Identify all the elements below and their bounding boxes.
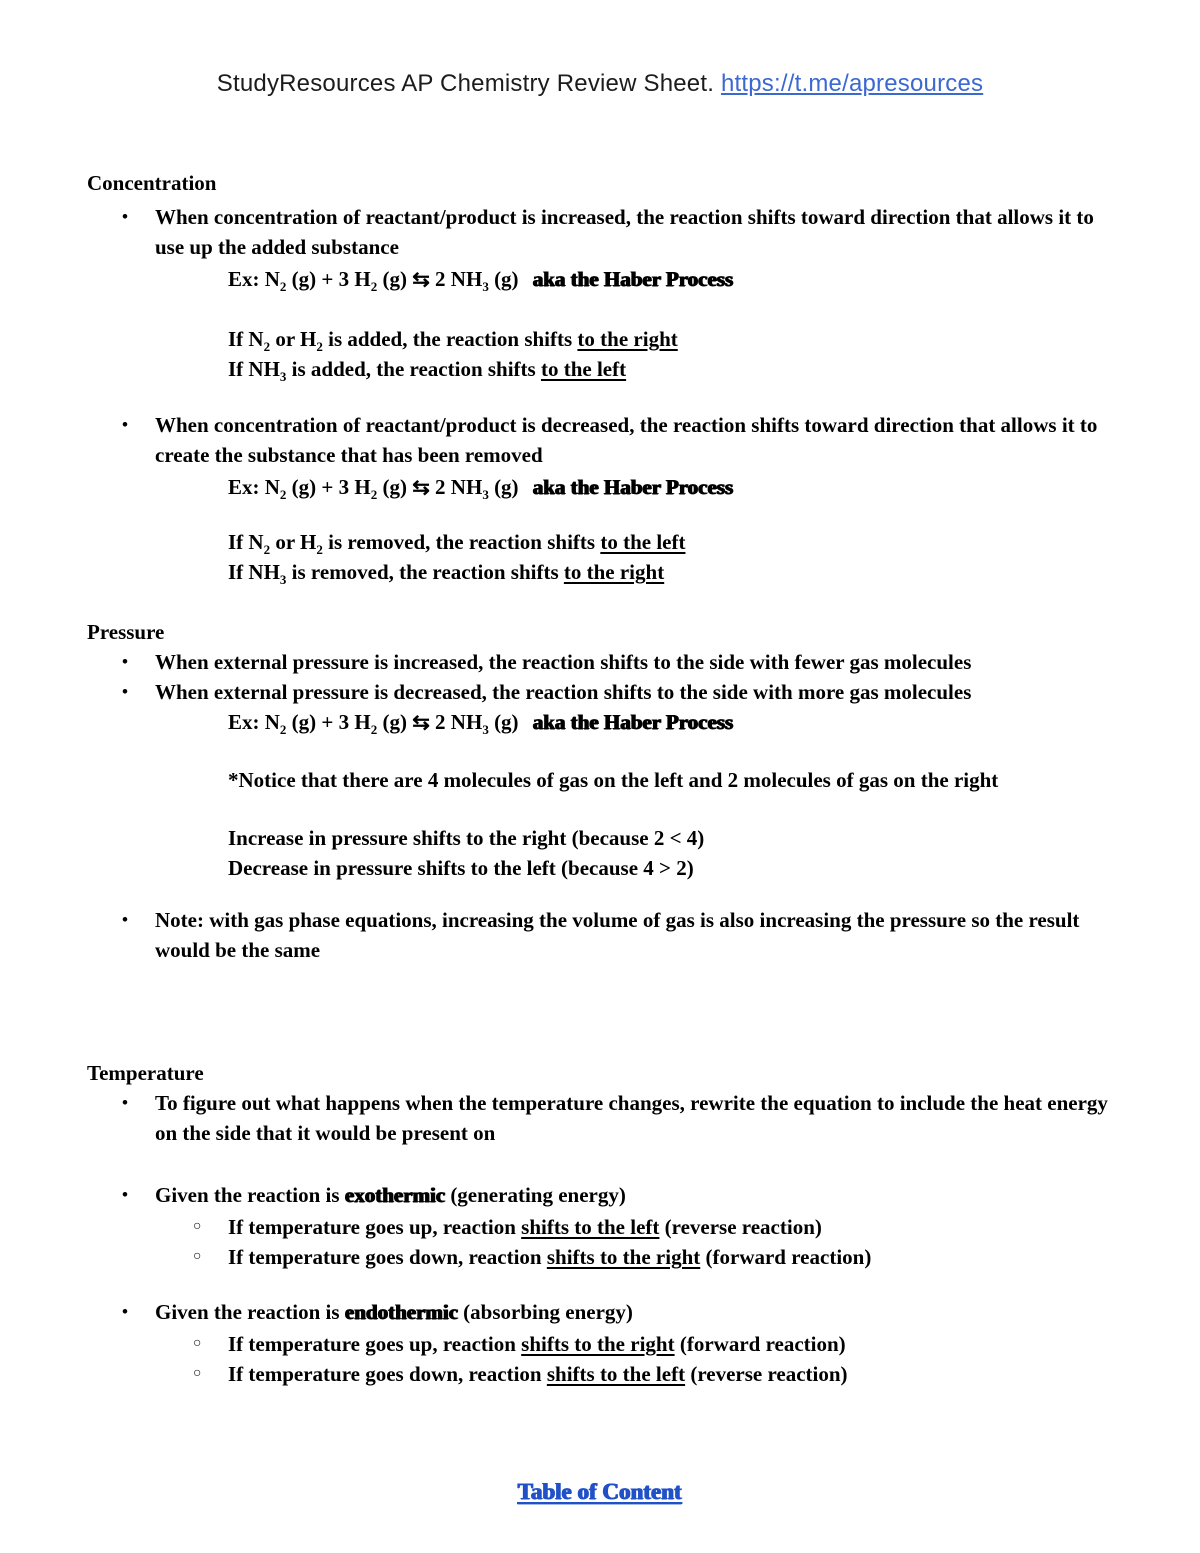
sub-bullet-endo-up <box>193 1329 1112 1359</box>
equation-line-3 <box>228 707 1112 737</box>
section-heading-concentration: Concentration <box>87 171 217 195</box>
bullet-text: When external pressure is increased, the reaction shifts to the side with fewer gas molecules <box>155 650 972 674</box>
header-title: StudyResources AP Chemistry Review Sheet. <box>216 70 721 97</box>
bullet-icon: • <box>122 415 128 434</box>
circle-bullet-icon: ○ <box>193 1366 202 1381</box>
table-of-content-link[interactable]: Table of Content <box>517 1479 682 1504</box>
document-header <box>0 0 1200 98</box>
bullet-text: Given the reaction is exothermic (generating energy) <box>155 1183 626 1207</box>
equation-text: Ex: $N_2$ (g) + 3 $H_2$ (g) ⇆ 2 $NH_3$ (g) <box>228 710 519 737</box>
pressure-decrease-line: Decrease in pressure shifts to the left (because 4 > 2) <box>228 856 694 880</box>
bullet-item-temperature-intro <box>122 1088 1112 1148</box>
bullet-icon: • <box>122 682 128 701</box>
haber-process-label: aka the Haber Process <box>532 267 734 291</box>
bullet-item-concentration-decreased <box>122 410 1112 470</box>
bullet-item-endothermic <box>122 1297 1112 1327</box>
shift-line-removed-n2h2: If $N_2$ or $H_2$ is removed, the reaction shifts to the left <box>228 530 686 557</box>
shift-direction: to the right <box>577 327 678 351</box>
pressure-increase-line: Increase in pressure shifts to the right (because 2 < 4) <box>228 826 705 850</box>
exothermic-keyword: exothermic <box>344 1183 446 1207</box>
bullet-item-pressure-increased <box>122 647 1112 677</box>
haber-process-label: aka the Haber Process <box>532 710 734 734</box>
bullet-text: To figure out what happens when the temperature changes, rewrite the equation to include the heat energy on the side that it would be present on <box>155 1091 1108 1145</box>
bullet-text: Given the reaction is endothermic (absorbing energy) <box>155 1300 633 1324</box>
bullet-icon: • <box>122 910 128 929</box>
sub-bullet-text: If temperature goes down, reaction shifts to the right (forward reaction) <box>228 1245 872 1269</box>
bullet-icon: • <box>122 652 128 671</box>
equation-text: Ex: $N_2$ (g) + 3 $H_2$ (g) ⇆ 2 $NH_3$ (g) <box>228 267 519 294</box>
circle-bullet-icon: ○ <box>193 1219 202 1234</box>
circle-bullet-icon: ○ <box>193 1336 202 1351</box>
bullet-icon: • <box>122 1093 128 1112</box>
haber-process-label: aka the Haber Process <box>532 475 734 499</box>
shift-direction: to the left <box>600 530 686 554</box>
sub-bullet-text: If temperature goes up, reaction shifts to the right (forward reaction) <box>228 1332 846 1356</box>
document-footer <box>87 1477 1112 1507</box>
circle-bullet-icon: ○ <box>193 1249 202 1264</box>
sub-bullet-text: If temperature goes up, reaction shifts to the left (reverse reaction) <box>228 1215 822 1239</box>
bullet-item-pressure-note <box>122 905 1112 965</box>
header-link[interactable]: https://t.me/apresources <box>720 70 984 97</box>
endothermic-keyword: endothermic <box>344 1300 458 1324</box>
document-body <box>0 168 1200 1507</box>
sub-bullet-endo-down <box>193 1359 1112 1389</box>
bullet-text: When concentration of reactant/product is decreased, the reaction shifts toward direction that allows it to create the substance that has been removed <box>155 413 1098 467</box>
notice-line: *Notice that there are 4 molecules of gas on the left and 2 molecules of gas on the right <box>228 768 999 792</box>
shift-direction: shifts to the left <box>546 1362 686 1386</box>
bullet-item-exothermic <box>122 1180 1112 1210</box>
bullet-item-concentration-increased <box>122 202 1112 262</box>
shift-direction: to the left <box>540 357 627 381</box>
shift-line-added-n2h2: If $N_2$ or $H_2$ is added, the reaction shifts to the right <box>228 327 678 354</box>
shift-line-removed-nh3: If $NH_3$ is removed, the reaction shifts to the right <box>228 560 665 587</box>
equation-line-1 <box>228 264 1112 294</box>
section-heading-temperature: Temperature <box>87 1061 204 1085</box>
bullet-icon: • <box>122 1302 128 1321</box>
sub-bullet-exo-up <box>193 1212 1112 1242</box>
bullet-text: When concentration of reactant/product is increased, the reaction shifts toward direction that allows it to use up the added substance <box>155 205 1094 259</box>
equation-line-2 <box>228 472 1112 502</box>
equation-text: Ex: $N_2$ (g) + 3 $H_2$ (g) ⇆ 2 $NH_3$ (g) <box>228 475 519 502</box>
bullet-item-pressure-decreased <box>122 677 1112 707</box>
bullet-text: Note: with gas phase equations, increasing the volume of gas is also increasing the pressure so the result would be the same <box>155 908 1080 962</box>
bullet-text: When external pressure is decreased, the reaction shifts to the side with more gas molecules <box>155 680 972 704</box>
bullet-icon: • <box>122 1185 128 1204</box>
sub-bullet-exo-down <box>193 1242 1112 1272</box>
shift-direction: shifts to the left <box>521 1215 660 1239</box>
shift-direction: shifts to the right <box>546 1245 701 1269</box>
bullet-icon: • <box>122 207 128 226</box>
shift-direction: shifts to the right <box>521 1332 675 1356</box>
shift-line-added-nh3: If $NH_3$ is added, the reaction shifts to the left <box>228 357 627 384</box>
sub-bullet-text: If temperature goes down, reaction shifts to the left (reverse reaction) <box>228 1362 848 1386</box>
shift-direction: to the right <box>563 560 665 584</box>
section-heading-pressure: Pressure <box>87 620 165 644</box>
